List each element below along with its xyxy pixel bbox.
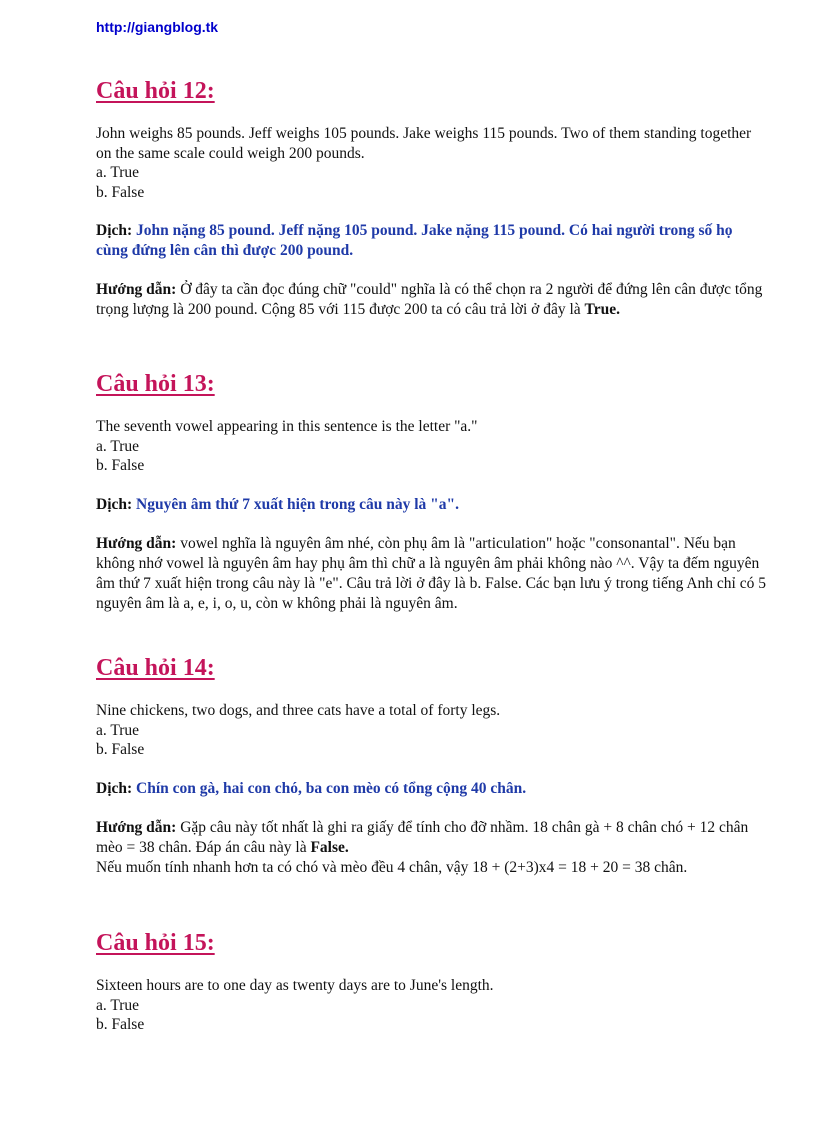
question-13	[96, 369, 766, 614]
question-12-option-b: b. False	[96, 183, 145, 201]
question-14-translation	[96, 779, 766, 799]
question-12-translation	[96, 221, 766, 261]
translation-label: Dịch:	[96, 779, 133, 797]
question-14-guide	[96, 818, 766, 878]
guide-text: vowel nghĩa là nguyên âm nhé, còn phụ âm là "articulation" hoặc "consonantal". Nếu bạn không nhớ vowel là nguyên âm hay phụ âm thì chữ a là nguyên âm phải không nào ^^. Vậy ta đếm nguyên âm thứ 7 xuất hiện trong câu này là "e". Câu trả lời ở đây là b. False. Các bạn lưu ý trong tiếng Anh chỉ có 5 nguyên âm là a, e, i, o, u, còn w không phải là nguyên âm.	[96, 534, 766, 612]
guide-text: Gặp câu này tốt nhất là ghi ra giấy để tính cho đỡ nhầm. 18 chân gà + 8 chân chó + 12 chân mèo = 38 chân. Đáp án câu này là	[96, 818, 749, 856]
guide-label: Hướng dẫn:	[96, 281, 177, 298]
guide-label: Hướng dẫn:	[96, 534, 177, 552]
guide-extra: Nếu muốn tính nhanh hơn ta có chó và mèo đều 4 chân, vậy 18 + (2+3)x4 = 18 + 20 = 38 chân.	[96, 858, 688, 876]
question-15	[96, 928, 766, 1035]
question-14-statement: Nine chickens, two dogs, and three cats have a total of forty legs.	[96, 702, 501, 719]
question-12-statement: John weighs 85 pounds. Jeff weighs 105 pounds. Jake weighs 115 pounds. Two of them standing together on the same scale could weigh 200 pounds.	[96, 125, 752, 162]
header-url-link[interactable]: http://giangblog.tk	[96, 19, 219, 35]
translation-text: Chín con gà, hai con chó, ba con mèo có tổng cộng 40 chân.	[136, 779, 527, 797]
question-15-option-b: b. False	[96, 1016, 145, 1033]
translation-label: Dịch:	[96, 222, 133, 239]
question-13-statement: The seventh vowel appearing in this sentence is the letter "a."	[96, 418, 478, 435]
question-12	[96, 76, 766, 320]
question-15-body	[96, 976, 766, 1035]
question-14	[96, 653, 766, 878]
question-13-translation	[96, 495, 766, 515]
question-12-guide	[96, 280, 766, 320]
question-14-body	[96, 701, 766, 760]
guide-answer: True.	[584, 301, 620, 318]
question-12-title: Câu hỏi 12:	[96, 78, 215, 104]
question-14-option-a: a. True	[96, 721, 140, 739]
question-13-body	[96, 417, 766, 476]
question-13-title: Câu hỏi 13:	[96, 371, 215, 397]
guide-answer: False.	[310, 838, 349, 856]
question-14-title: Câu hỏi 14:	[96, 655, 215, 681]
question-13-guide	[96, 534, 766, 614]
question-13-option-b: b. False	[96, 457, 145, 474]
question-15-statement: Sixteen hours are to one day as twenty days are to June's length.	[96, 977, 494, 994]
question-12-body	[96, 124, 766, 202]
question-15-title: Câu hỏi 15:	[96, 930, 215, 956]
question-13-option-a: a. True	[96, 437, 140, 455]
translation-label: Dịch:	[96, 495, 133, 513]
translation-text: Nguyên âm thứ 7 xuất hiện trong câu này là "a".	[136, 495, 459, 513]
question-14-option-b: b. False	[96, 741, 145, 758]
question-12-option-a: a. True	[96, 164, 140, 181]
translation-text: John nặng 85 pound. Jeff nặng 105 pound. Jake nặng 115 pound. Có hai người trong số họ cùng đứng lên cân thì được 200 pound.	[96, 222, 733, 259]
guide-label: Hướng dẫn:	[96, 818, 177, 836]
question-15-option-a: a. True	[96, 996, 140, 1014]
guide-text: Ở đây ta cần đọc đúng chữ "could" nghĩa là có thể chọn ra 2 người để đứng lên cân được tổng trọng lượng là 200 pound. Cộng 85 với 115 được 200 ta có câu trả lời ở đây là	[96, 281, 763, 318]
